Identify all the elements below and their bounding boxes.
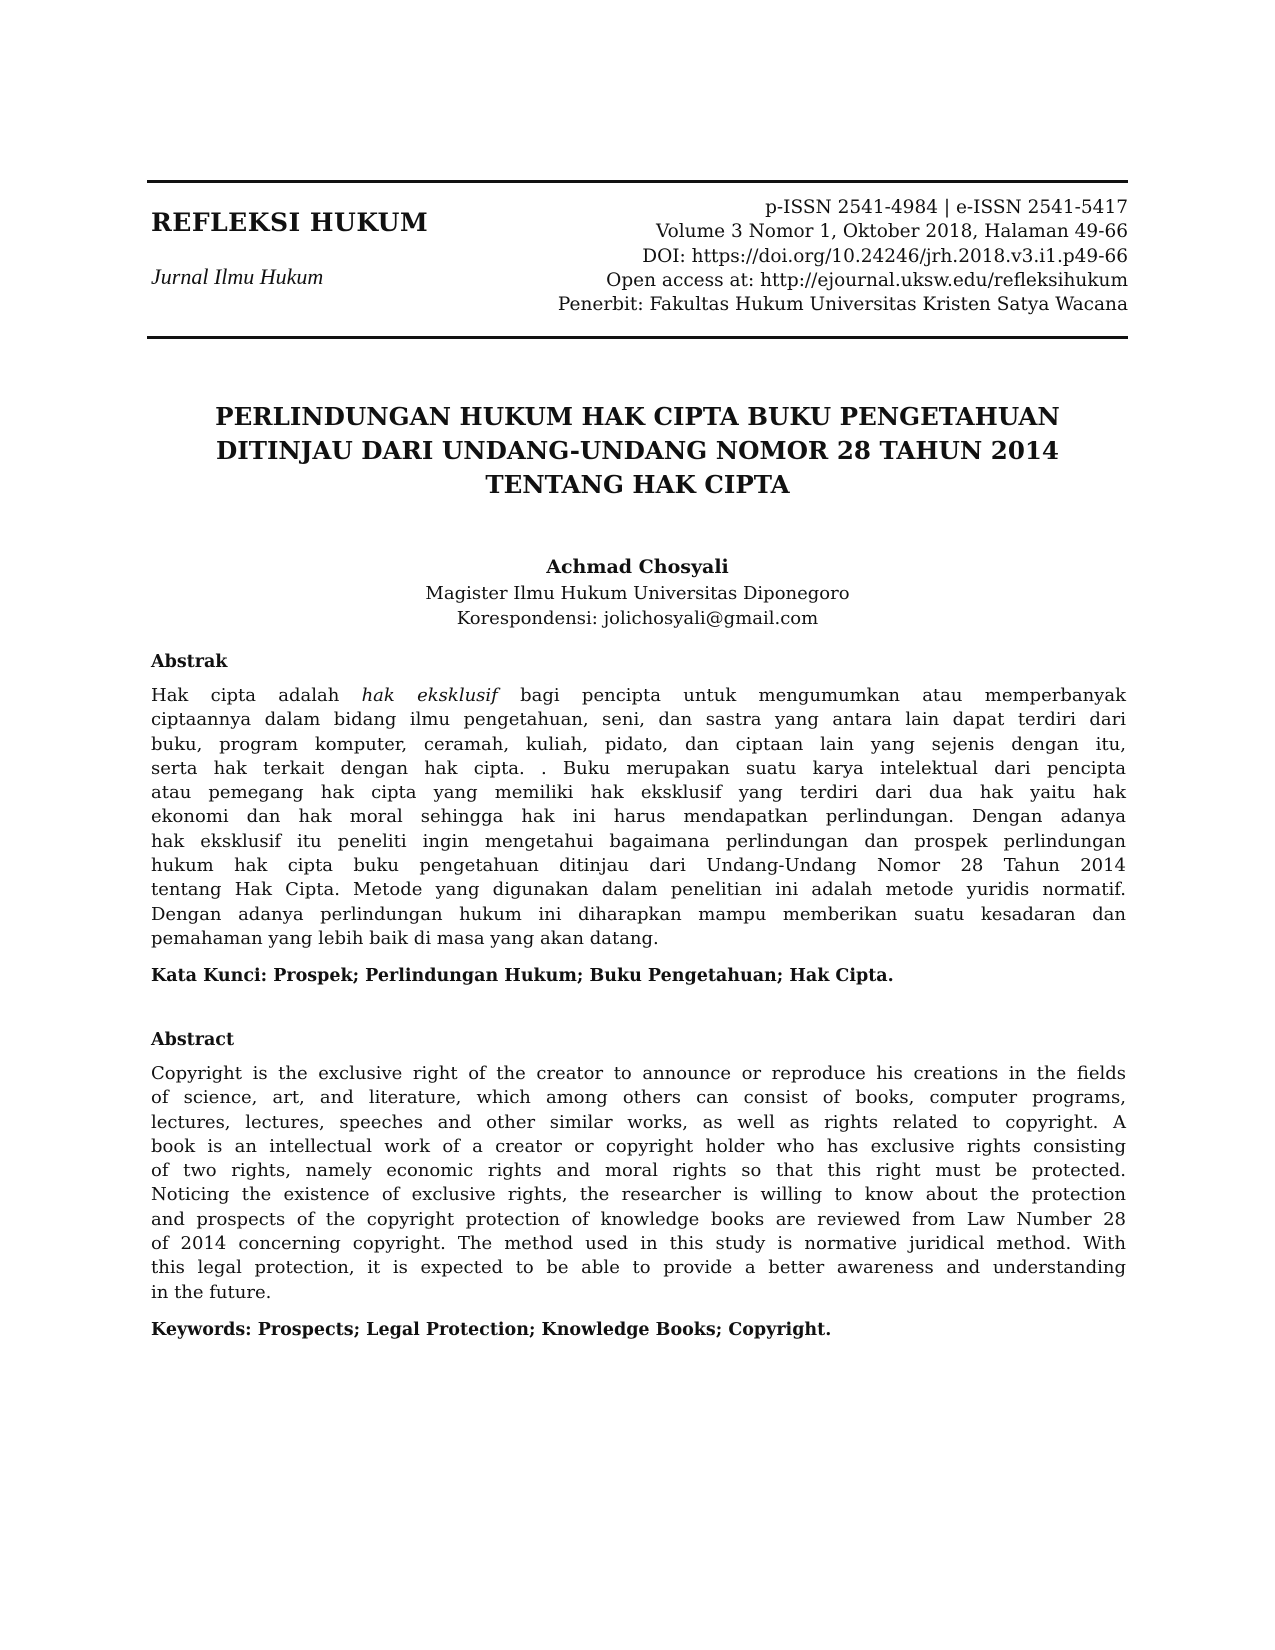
abstract-line: of science, art, and literature, which among others can consist of books, computer programs, [151, 1087, 1126, 1109]
author-affiliation-block [147, 582, 1128, 631]
abstract-line: book is an intellectual work of a creator or copyright holder who has exclusive rights consisting [151, 1135, 1126, 1157]
title-line: PERLINDUNGAN HUKUM HAK CIPTA BUKU PENGETAHUAN [215, 402, 1060, 431]
abstract-line: in the future. [151, 1281, 272, 1303]
journal-meta [558, 196, 1128, 317]
abstract-line: Copyright is the exclusive right of the creator to announce or reproduce his creations in the fields [151, 1063, 1126, 1084]
abstrak-line: atau pemegang hak cipta yang memiliki hak eksklusif yang terdiri dari dua hak yaitu hak [151, 782, 1126, 804]
abstract-line: lectures, lectures, speeches and other similar works, as well as rights related to copyright. A [151, 1111, 1126, 1133]
abstract-body [151, 1062, 1126, 1305]
abstract-line: of two rights, namely economic rights and moral rights so that this right must be protected. [151, 1160, 1126, 1182]
abstrak-line: Hak cipta adalah hak eksklusif bagi pencipta untuk mengumumkan atau memperbanyak [151, 685, 1126, 706]
abstrak-heading: Abstrak [151, 652, 228, 672]
abstrak-line: hak eksklusif itu peneliti ingin mengetahui bagaimana perlindungan dan prospek perlindungan [151, 830, 1126, 852]
title-line: TENTANG HAK CIPTA [485, 470, 790, 499]
abstrak-line: Dengan adanya perlindungan hukum ini diharapkan mampu memberikan suatu kesadaran dan [151, 903, 1126, 925]
header-top-rule [147, 180, 1128, 183]
abstract-line: Noticing the existence of exclusive rights, the researcher is willing to know about the protection [151, 1184, 1126, 1206]
affiliation: Magister Ilmu Hukum Universitas Diponegoro [425, 583, 850, 604]
doi-line[interactable]: DOI: https://doi.org/10.24246/jrh.2018.v3.i1.p49-66 [642, 245, 1128, 267]
keywords: Keywords: Prospects; Legal Protection; Knowledge Books; Copyright. [151, 1320, 832, 1340]
abstrak-line: ciptaannya dalam bidang ilmu pengetahuan, seni, dan sastra yang antara lain dapat terdiri dari [151, 709, 1126, 731]
abstrak-line: pemahaman yang lebih baik di masa yang akan datang. [151, 927, 659, 949]
abstrak-line: hukum hak cipta buku pengetahuan ditinjau dari Undang-Undang Nomor 28 Tahun 2014 [151, 855, 1126, 877]
abstract-line: this legal protection, it is expected to be able to provide a better awareness and understanding [151, 1257, 1126, 1279]
abstract-line: of 2014 concerning copyright. The method used in this study is normative juridical method. With [151, 1233, 1126, 1255]
open-access-line[interactable]: Open access at: http://ejournal.uksw.edu/refleksihukum [606, 269, 1128, 291]
abstrak-line: ekonomi dan hak moral sehingga hak ini harus mendapatkan perlindungan. Dengan adanya [151, 806, 1126, 828]
title-line: DITINJAU DARI UNDANG-UNDANG NOMOR 28 TAHUN 2014 [216, 436, 1059, 465]
article-title [147, 400, 1128, 502]
abstrak-line: serta hak terkait dengan hak cipta. . Buku merupakan suatu karya intelektual dari pencipta [151, 757, 1126, 779]
header-bottom-rule [147, 336, 1128, 339]
abstrak-line: buku, program komputer, ceramah, kuliah, pidato, dan ciptaan lain yang sejenis dengan itu, [151, 733, 1126, 755]
abstract-line: and prospects of the copyright protection of knowledge books are reviewed from Law Number 28 [151, 1208, 1126, 1230]
journal-subtitle: Jurnal Ilmu Hukum [151, 264, 324, 289]
author-name: Achmad Chosyali [546, 556, 729, 578]
journal-name: REFLEKSI HUKUM [151, 208, 429, 237]
abstract-heading: Abstract [151, 1030, 235, 1050]
issn-line: p-ISSN 2541-4984 | e-ISSN 2541-5417 [765, 197, 1128, 218]
abstrak-body [151, 684, 1126, 951]
kata-kunci: Kata Kunci: Prospek; Perlindungan Hukum; Buku Pengetahuan; Hak Cipta. [151, 966, 894, 986]
volume-line: Volume 3 Nomor 1, Oktober 2018, Halaman 49-66 [655, 221, 1128, 243]
abstrak-line: tentang Hak Cipta. Metode yang digunakan dalam penelitian ini adalah metode yuridis normatif. [151, 879, 1126, 901]
correspondence-email[interactable]: Korespondensi: jolichosyali@gmail.com [456, 607, 819, 629]
italic-term: hak eksklusif [361, 685, 498, 706]
publisher-line: Penerbit: Fakultas Hukum Universitas Kristen Satya Wacana [557, 294, 1128, 316]
